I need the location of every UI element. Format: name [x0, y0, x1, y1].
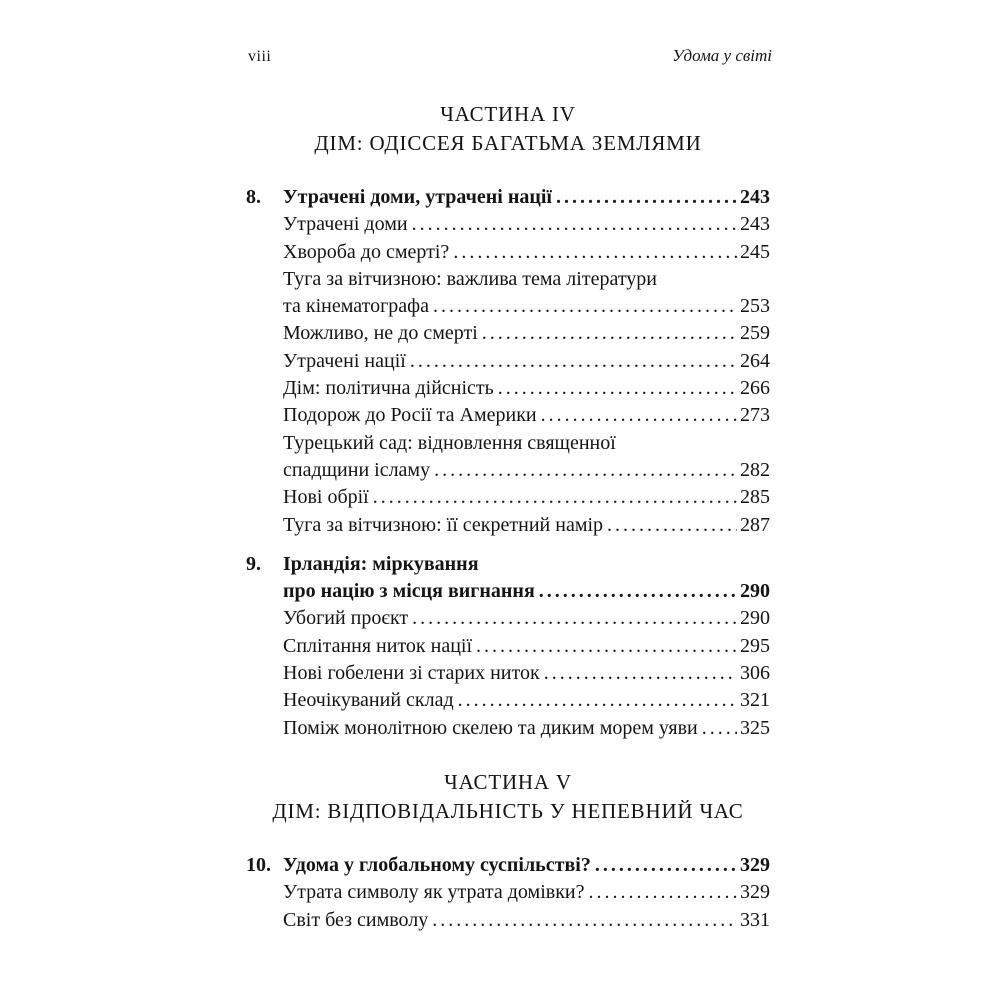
entry-text: Світ без символу — [283, 908, 429, 931]
entry-text: спадщини ісламу — [283, 458, 431, 481]
page-ref: 266 — [740, 377, 770, 400]
entry-text: Хвороба до смерті? — [283, 240, 450, 263]
running-title: Удома у світі — [672, 46, 772, 65]
page-ref: 243 — [740, 213, 770, 236]
page-ref: 295 — [740, 634, 770, 657]
entry-line — [246, 605, 770, 632]
dot-leader — [702, 715, 737, 742]
dot-leader — [544, 660, 737, 687]
toc-entry — [246, 402, 770, 429]
entry-line — [246, 402, 770, 429]
entry-line — [246, 457, 770, 484]
page-ref: 329 — [740, 853, 770, 876]
toc-entry — [246, 715, 770, 742]
entry-line — [246, 184, 770, 211]
dot-leader — [589, 879, 738, 906]
toc-entry — [246, 430, 770, 485]
entry-line — [246, 633, 770, 660]
page-ref: 282 — [740, 458, 770, 481]
entry-line — [246, 578, 770, 605]
page-ref: 245 — [740, 240, 770, 263]
toc-entry — [246, 852, 770, 879]
toc-entry — [246, 320, 770, 347]
part-title: ДІМ: ОДІССЕЯ БАГАТЬМА ЗЕМЛЯМИ — [314, 131, 702, 155]
part-heading — [246, 100, 770, 158]
entry-line — [246, 375, 770, 402]
toc-entry — [246, 184, 770, 211]
toc-entry — [246, 879, 770, 906]
entry-text: Поміж монолітною скелею та диким морем уяви — [283, 716, 698, 739]
toc-entry — [246, 266, 770, 321]
page-ref: 264 — [740, 349, 770, 372]
entry-text: Утрачені доми — [283, 213, 408, 236]
page-ref: 290 — [740, 580, 770, 603]
entry-text: Утрата символу як утрата домівки? — [283, 881, 585, 904]
dot-leader — [432, 907, 737, 934]
entry-line — [246, 266, 770, 293]
toc-entry — [246, 551, 770, 606]
dot-leader — [412, 211, 737, 238]
dot-leader — [595, 852, 737, 879]
entry-line — [246, 239, 770, 266]
entry-text: Удома у глобальному суспільстві? — [283, 853, 591, 876]
entry-text: Убогий проєкт — [283, 607, 409, 630]
page-ref: 243 — [740, 186, 770, 208]
entry-text: Нові гобелени зі старих ниток — [283, 662, 540, 685]
entry-text: Нові обрії — [283, 486, 369, 509]
entry-line — [246, 430, 770, 457]
page-ref: 331 — [740, 908, 770, 931]
part-label: ЧАСТИНА V — [444, 769, 572, 794]
toc-section — [246, 768, 770, 934]
toc-entry — [246, 211, 770, 238]
entry-text: Подорож до Росії та Америки — [283, 404, 537, 427]
entry-text: Турецький сад: відновлення священної — [283, 431, 616, 454]
entry-line — [246, 211, 770, 238]
toc-entry — [246, 605, 770, 632]
entry-text: Сплітання ниток нації — [283, 634, 473, 657]
entry-list — [246, 184, 770, 742]
page-number: viii — [248, 48, 272, 65]
entry-line — [246, 879, 770, 906]
running-header — [248, 46, 772, 66]
page-ref: 259 — [740, 322, 770, 345]
page-ref: 329 — [740, 881, 770, 904]
toc-entry — [246, 907, 770, 934]
entry-line — [246, 907, 770, 934]
entry-text: Туга за вітчизною: важлива тема літератури — [283, 267, 658, 290]
entry-line — [246, 715, 770, 742]
entry-line — [246, 660, 770, 687]
dot-leader — [412, 605, 737, 632]
entry-number: 10. — [246, 853, 271, 876]
page-ref: 285 — [740, 486, 770, 509]
page-ref: 321 — [740, 689, 770, 712]
entry-line — [246, 320, 770, 347]
page-ref: 306 — [740, 662, 770, 685]
entry-list — [246, 852, 770, 934]
entry-text: Дім: політична дійсність — [283, 377, 494, 400]
page-ref: 287 — [740, 513, 770, 536]
toc-entry — [246, 348, 770, 375]
entry-line — [246, 512, 770, 539]
entry-line — [246, 484, 770, 511]
toc-entry — [246, 375, 770, 402]
entry-text: та кінематографа — [283, 295, 429, 318]
entry-line — [246, 348, 770, 375]
dot-leader — [607, 512, 737, 539]
dot-leader — [476, 633, 737, 660]
page-ref: 290 — [740, 607, 770, 630]
toc-section — [246, 100, 770, 742]
page-ref: 325 — [740, 716, 770, 739]
entry-text: Утрачені нації — [283, 349, 406, 372]
toc-entry — [246, 687, 770, 714]
entry-line — [246, 852, 770, 879]
entry-text: про націю з місця вигнання — [283, 580, 535, 603]
dot-leader — [556, 184, 737, 211]
dot-leader — [482, 320, 737, 347]
part-title: ДІМ: ВІДПОВІДАЛЬНІСТЬ У НЕПЕВНИЙ ЧАС — [272, 798, 744, 823]
dot-leader — [539, 578, 737, 605]
entry-text: Утрачені доми, утрачені нації — [283, 186, 552, 208]
toc-entry — [246, 512, 770, 539]
toc-entry — [246, 239, 770, 266]
toc-entry — [246, 484, 770, 511]
part-heading — [246, 768, 770, 826]
dot-leader — [433, 293, 737, 320]
dot-leader — [410, 348, 737, 375]
entry-text: Ірландія: міркування — [283, 552, 479, 575]
entry-text: Можливо, не до смерті — [283, 322, 478, 345]
dot-leader — [458, 687, 737, 714]
dot-leader — [498, 375, 737, 402]
page-ref: 273 — [740, 404, 770, 427]
entry-number: 8. — [246, 186, 261, 208]
entry-line — [246, 551, 770, 578]
dot-leader — [373, 484, 737, 511]
entry-text: Неочікуваний склад — [283, 689, 454, 712]
part-label: ЧАСТИНА IV — [440, 102, 576, 126]
toc-entry — [246, 660, 770, 687]
dot-leader — [541, 402, 737, 429]
toc-entry — [246, 633, 770, 660]
page-ref: 253 — [740, 295, 770, 318]
entry-number: 9. — [246, 552, 261, 575]
toc-content — [246, 100, 770, 934]
dot-leader — [453, 239, 737, 266]
entry-line — [246, 293, 770, 320]
entry-text: Туга за вітчизною: її секретний намір — [283, 513, 604, 536]
entry-line — [246, 687, 770, 714]
dot-leader — [434, 457, 737, 484]
